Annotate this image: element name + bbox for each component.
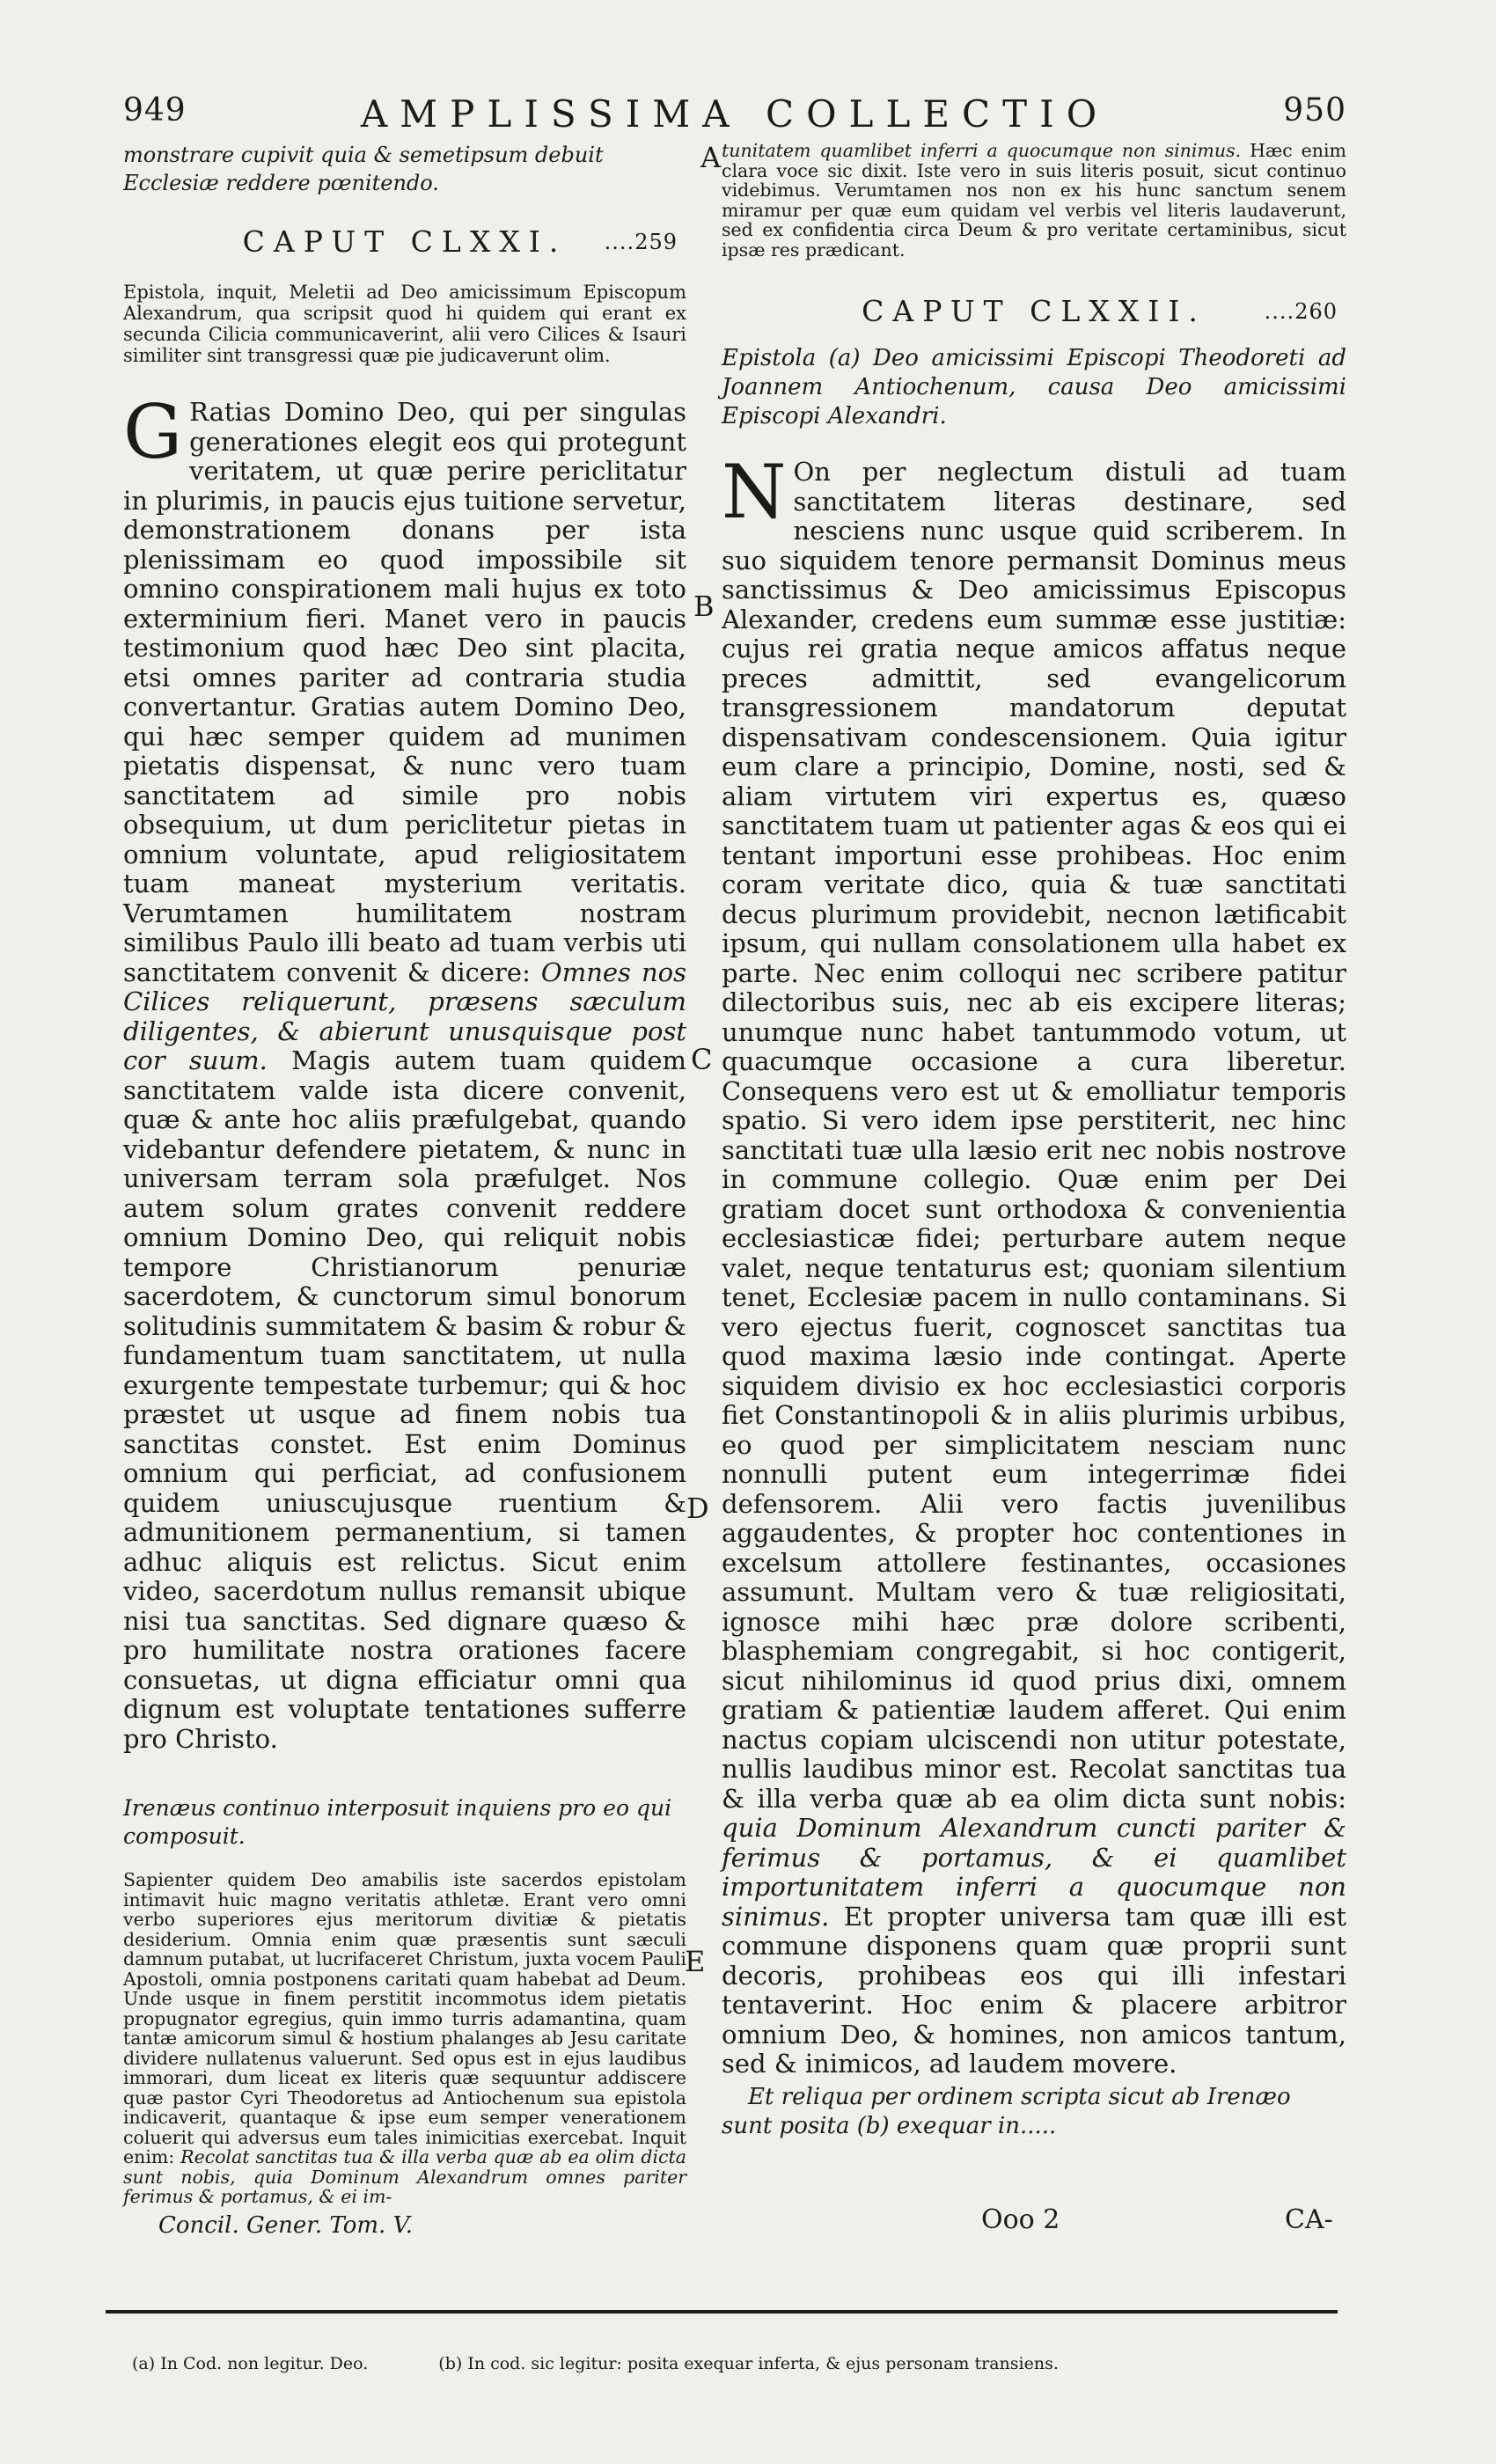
commentary-text: Sapienter quidem Deo amabilis iste sacerdos epistolam intimavit huic magno veritatis athletæ. Erant vero omni verbo superiores ejus meritorum divitiæ & pietatis desiderium. Omnia enim quæ præsentis sunt sæculi damnum putabat, ut lucrifaceret Christum, juxta vocem Pauli Apostoli, omnia postponens caritati quam habebat ad Deum. Unde usque in finem perstitit incommotus idem pietatis propugnator egregius, quin immo turris adamantina, quam tantæ amicorum simul & hostium phalanges ab Jesu caritate dividere nullatenus valuerunt. Sed opus est in ejus laudibus immorari, dum liceat ex literis quæ sequuntur addiscere quæ pastor Cyri Theodoretus ad Antiochenum sua epistola indicaverit, quantaque & ipse eum semper venerationem coluerit qui adversus eum tales inimicitias exercebat. Inquit enim:: [123, 1869, 686, 2167]
left-column: [123, 141, 686, 2239]
drop-cap: G: [123, 389, 183, 475]
margin-letter-a: A: [700, 141, 722, 174]
margin-letter-e: E: [685, 1945, 706, 1978]
chapter-heading-171: [123, 220, 686, 264]
signature-mark: Ooo 2: [981, 2204, 1060, 2235]
margin-letter-b: B: [693, 590, 715, 623]
continued-paragraph: [722, 141, 1346, 260]
chapter-heading-172: [722, 290, 1346, 334]
right-column: [722, 141, 1346, 2141]
closing-note: Et reliqua per ordinem scripta sicut ab Irenæo sunt posita (b) exequar in.....: [722, 2083, 1291, 2139]
footnotes: [132, 2354, 1364, 2373]
commentary-paragraph: [123, 1870, 686, 2207]
catchword: CA-: [1285, 2204, 1333, 2235]
body-text-continued: Magis autem tuam quidem sanctitatem valde ista dicere convenit, quæ & ante hoc aliis præfulgebat, quando videbantur defendere pietatem, & nunc in universam terram sola præfulget. Nos autem solum grates convenit reddere omnium Domino Deo, qui reliquit nobis tempore Christianorum penuriæ sacerdotem, & cunctorum simul bonorum solitudinis summitatem & basim & robur & fundamentum tuam sanctitatem, ut nulla exurgente tempestate turbemur; qui & hoc præstet ut usque ad finem nobis tua sanctitas constet. Est enim Dominus omnium qui perficiat, ad confusionem quidem uniuscujusque ruentium & admunitionem permanentium, si tamen adhuc aliquis est relictus. Sicut enim video, sacerdotum nullus remansit ubique nisi tua sanctitas. Sed dignare quæso & pro humilitate nostra orationes facere consuetas, ut digna efficiatur omni qua dignum est voluptate tentationes sufferre pro Christo.: [123, 1045, 686, 1754]
body-text: Ratias Domino Deo, qui per singulas generationes elegit eos qui protegunt veritatem, ut quæ perire periclitatur in plurimis, in paucis ejus tuitione servetur, demonstrationem donans per ista plenissimam eo quod impossibile sit omnino conspirationem mali hujus ex toto exterminium fieri. Manet vero in paucis testimonium quod hæc Deo sint placita, etsi omnes pariter ad contraria studia convertantur. Gratias autem Domino Deo, qui hæc semper quidem ad munimen pietatis dispensat, & nunc vero tuam sanctitatem ad simile pro nobis obsequium, ut dum periclitetur pietas in omnium voluntate, apud religiositatem tuam maneat mysterium veritatis. Verumtamen humilitatem nostram similibus Paulo illi beato ad tuam verbis uti sanctitatem convenit & dicere:: [123, 397, 686, 987]
page-number-right: 950: [1283, 92, 1346, 128]
drop-cap: N: [722, 449, 787, 535]
irenaeus-note: Irenæus continuo interposuit inquiens pro eo qui composuit.: [123, 1795, 672, 1849]
running-title: AMPLISSIMA COLLECTIO: [360, 92, 1110, 136]
chapter-title: CAPUT CLXXI.: [242, 224, 568, 259]
continued-text: Hæc enim clara voce sic dixit. Iste vero in suis literis posuit, sicut continuo videbimus. Verumtamen nos non ex his hunc sanctum senem miramur per quæ eum quidam vel verbis vel literis laudaverunt, sed ex confidentia circa Deum & pro veritate certaminibus, sicut ipsæ res prædicant.: [722, 140, 1346, 260]
intro-line: monstrare cupivit quia & semetipsum debuit Ecclesiæ reddere pœnitendo.: [123, 143, 604, 195]
body-paragraph: [123, 389, 686, 1754]
margin-letter-c: C: [691, 1043, 713, 1076]
body-text-continued: Et propter universa tam quæ illi est commune disponens quam quæ proprii sunt decoris, prohibeas eos qui illi infestari tentaverint. Hoc enim & placere arbitror omnium Deo, & homines, non amicos tantum, sed & inimicos, ad laudem movere.: [722, 1901, 1346, 2079]
body-text: On per neglectum distuli ad tuam sanctitatem literas destinare, sed nesciens nunc usque quid scriberem. In suo siquidem tenore permansit Dominus meus sanctissimus & Deo amicissimus Episcopus Alexander, credens eum summæ esse justitiæ: cujus rei gratia neque amicos affatus neque preces admittit, sed evangelicorum transgressionem mandatorum deputat dispensativam condescensionem. Quia igitur eum clare a principio, Domine, nosti, sed & aliam virtutem viri expertus es, quæso sanctitatem tuam ut patienter agas & eos qui ei tentant importuni esse prohibeas. Hoc enim coram veritate dico, quia & tuæ sanctitati decus plurimum providebit, necnon lætificabit ipsum, qui nullam consolationem ulla habet ex parte. Nec enim colloqui nec scribere patitur dilectoribus suis, nec ab eis excipere literas; unumque nunc habet tantummodo votum, ut quacumque occasione a cura liberetur. Consequens vero est ut & emolliatur temporis spatio. Si vero idem ipse perstiterit, nec hinc sanctitati tuæ ulla læsio erit nec nobis nostrove in commune collegio. Quæ enim per Dei gratiam docet sunt orthodoxa & convenientia ecclesiasticæ fidei; perturbare autem neque valet, neque tentaturus est; quoniam silentium tenet, Ecclesiæ pacem in nullo contaminans. Si vero ejectus fuerit, cognoscet sanctitas tua quod maxima læsio inde contingat. Aperte siquidem divisio ex hoc ecclesiastici corporis fiet Constantinopoli & in aliis plurimis urbibus, eo quod per simplicitatem nesciam nunc nonnulli putent eum integerrimæ fidei defensorem. Alii vero factis juvenilibus aggaudentes, & propter hoc contentiones in excelsum attollere festinantes, occasiones assumunt. Multam vero & tuæ religiositati, ignosce mihi hæc præ dolore scribenti, blasphemiam congregabit, si hoc contigerit, sicut nihilominus id quod prius dixi, omnem gratiam & patientiæ laudem afferet. Qui enim nactus copiam ulciscendi non utitur potestate, nullis laudibus minor est. Recolat sanctitas tua & illa verba quæ ab ea olim dicta sunt nobis:: [722, 457, 1346, 1814]
chapter-summary: Epistola, inquit, Meletii ad Deo amicissimum Episcopum Alexandrum, qua scripsit quod hi quidem qui erant ex secunda Cilicia communicaverint, alii vero Cilices & Isauri similiter sint transgressi quæ pie judicaverunt olim.: [123, 282, 686, 366]
body-quote: Omnes nos Cilices reliquerunt, præsens sæculum diligentes, & abierunt unusquisque post cor suum.: [123, 957, 686, 1075]
footnote-a: (a) In Cod. non legitur. Deo.: [132, 2354, 369, 2373]
margin-letter-d: D: [686, 1492, 709, 1525]
page-number-left: 949: [123, 92, 187, 128]
footnote-rule: [106, 2310, 1338, 2314]
chapter-title: CAPUT CLXXII.: [862, 294, 1206, 328]
volume-signature: Concil. Gener. Tom. V.: [158, 2211, 414, 2239]
body-paragraph: [722, 449, 1346, 2079]
continued-quote: tunitatem quamlibet inferri a quocumque non sinimus.: [722, 140, 1242, 161]
chapter-number-ref: ....259: [604, 230, 678, 254]
body-quote: quia Dominum Alexandrum cuncti pariter & ferimus & portamus, & ei quamlibet importunitatem inferri a quocumque non sinimus.: [722, 1813, 1346, 1932]
footnote-b: (b) In cod. sic legitur: posita exequar inferta, & ejus personam transiens.: [438, 2354, 1059, 2373]
page-header: [123, 92, 1346, 136]
chapter-number-ref: ....260: [1264, 299, 1338, 324]
epistola-title: Epistola (a) Deo amicissimi Episcopi Theodoreti ad Joannem Antiochenum, causa Deo amicissimi Episcopi Alexandri.: [722, 345, 1346, 429]
commentary-quote: Recolat sanctitas tua & illa verba quæ ab ea olim dicta sunt nobis, quia Dominum Alexandrum omnes pariter ferimus & portamus, & ei im-: [123, 2146, 686, 2207]
